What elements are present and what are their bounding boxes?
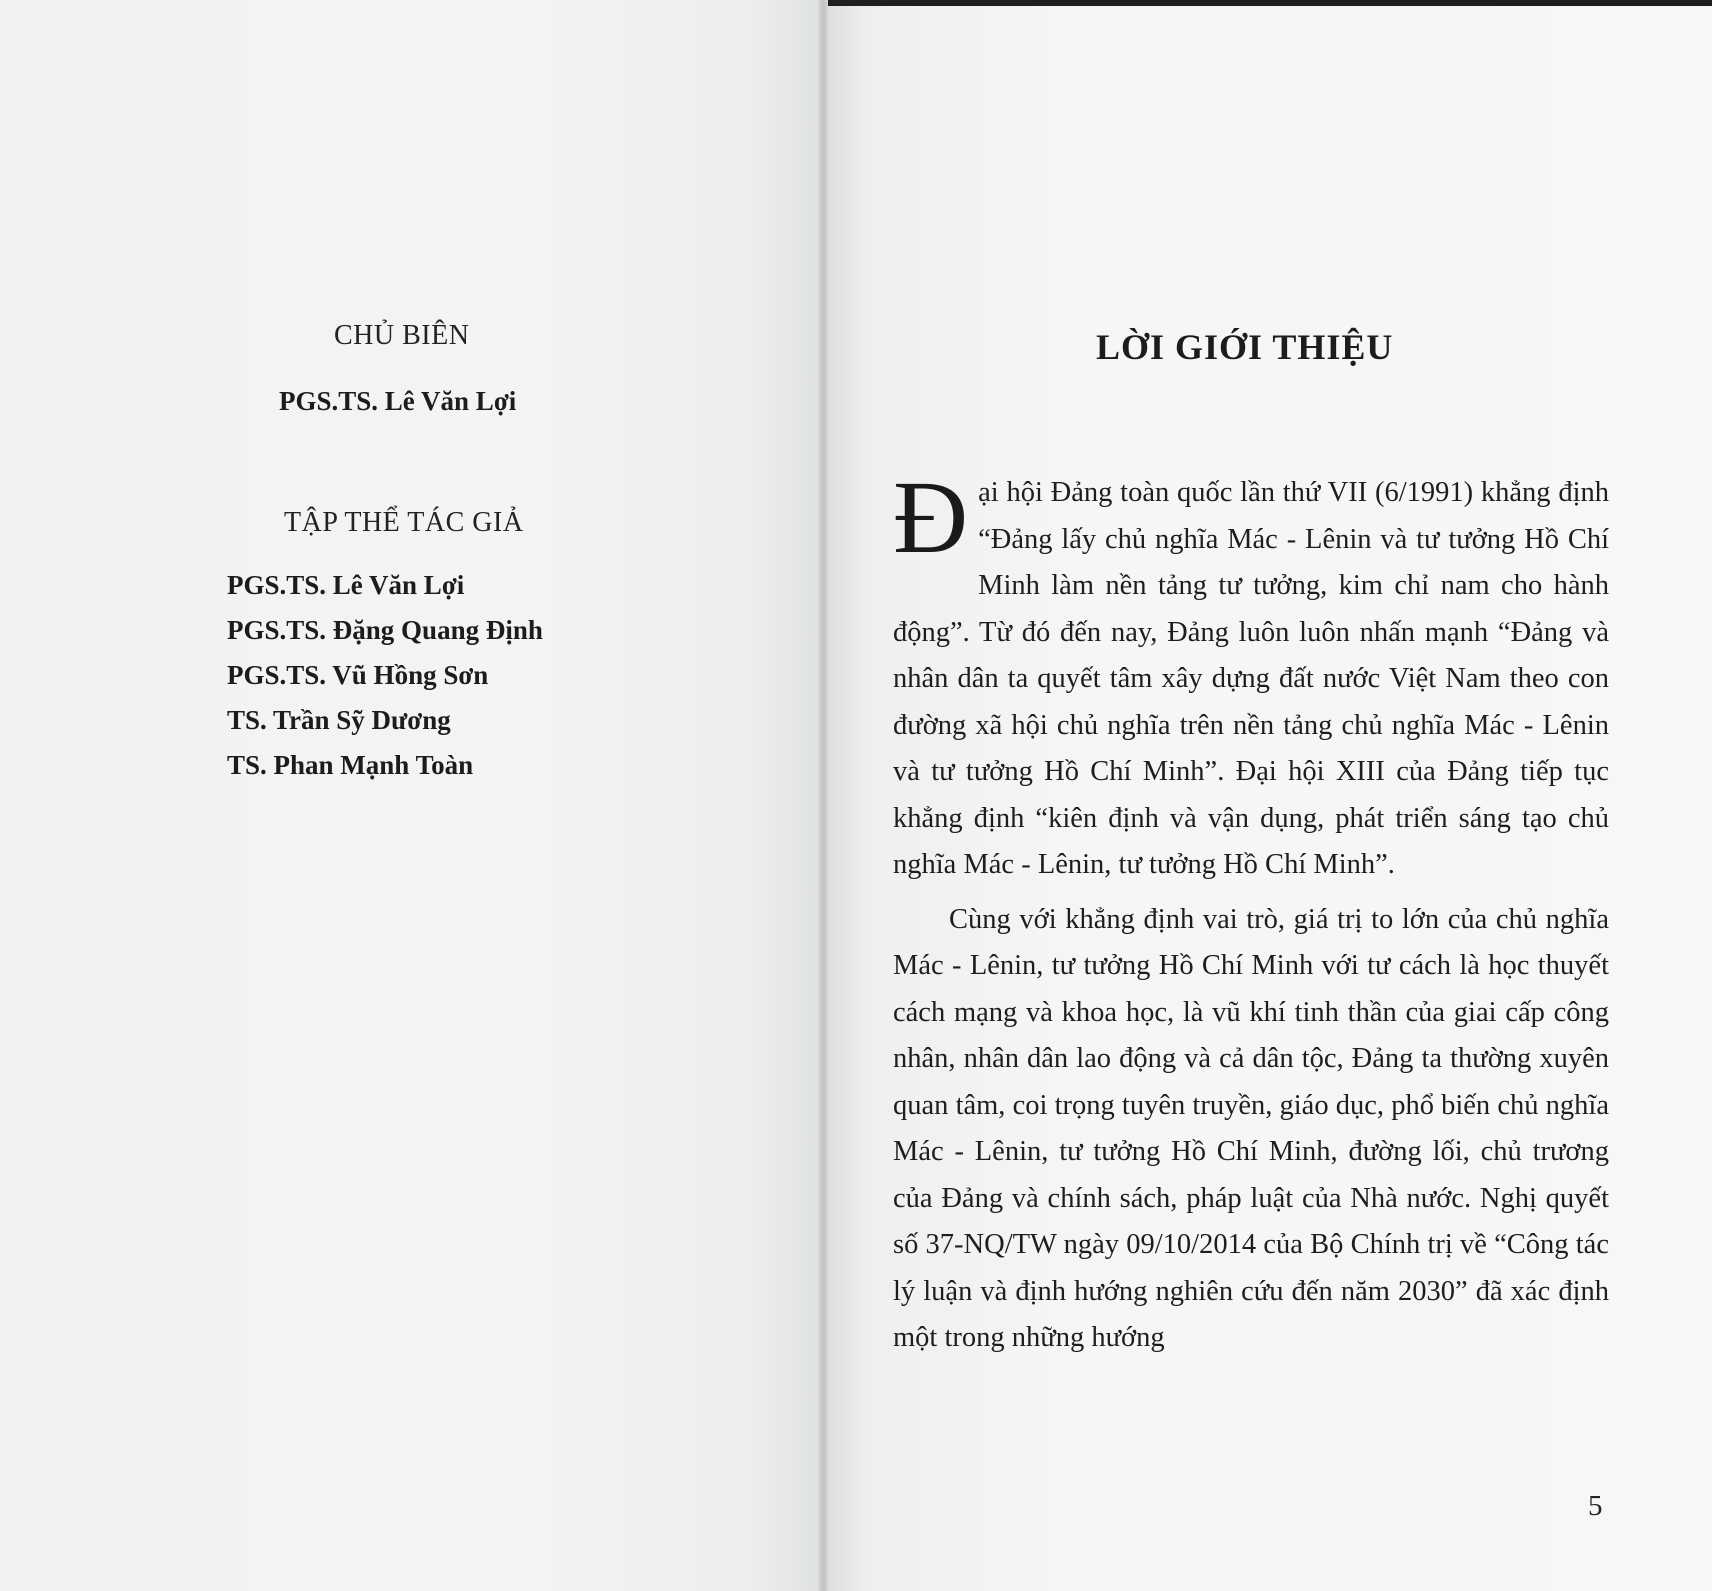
editor-name: PGS.TS. Lê Văn Lợi (279, 386, 517, 416)
authors-heading: TẬP THỂ TÁC GIẢ (284, 507, 524, 538)
author-name: PGS.TS. Đặng Quang Định (227, 615, 543, 645)
introduction-body (893, 460, 1609, 1362)
paragraph-1-text: ại hội Đảng toàn quốc lần thứ VII (6/1991) khẳng định “Đảng lấy chủ nghĩa Mác - Lênin và tư tưởng Hồ Chí Minh làm nền tảng tư tưởng, kim chỉ nam cho hành động”. Từ đó đến nay, Đảng luôn luôn nhấn mạnh “Đảng và nhân dân ta quyết tâm xây dựng đất nước Việt Nam theo con đường xã hội chủ nghĩa trên nền tảng chủ nghĩa Mác - Lênin và tư tưởng Hồ Chí Minh”. Đại hội XIII của Đảng tiếp tục khẳng định “kiên định và vận dụng, phát triển sáng tạo chủ nghĩa Mác - Lênin, tư tưởng Hồ Chí Minh”. (893, 477, 1609, 880)
page-title: LỜI GIỚI THIỆU (1096, 327, 1394, 367)
credits-section (0, 0, 822, 1591)
editor-heading: CHỦ BIÊN (334, 320, 470, 351)
author-name: TS. Phan Mạnh Toàn (227, 750, 474, 780)
drop-cap: Đ (893, 460, 969, 575)
paragraph-2: Cùng với khẳng định vai trò, giá trị to lớn của chủ nghĩa Mác - Lênin, tư tưởng Hồ Chí Minh với tư cách là học thuyết cách mạng và khoa học, là vũ khí tinh thần của giai cấp công nhân, nhân dân lao động và cả dân tộc, Đảng ta thường xuyên quan tâm, coi trọng tuyên truyền, giáo dục, phổ biến chủ nghĩa Mác - Lênin, tư tưởng Hồ Chí Minh, đường lối, chủ trương của Đảng và chính sách, pháp luật của Nhà nước. Nghị quyết số 37-NQ/TW ngày 09/10/2014 của Bộ Chính trị về “Công tác lý luận và định hướng nghiên cứu đến năm 2030” đã xác định một trong những hướng (893, 903, 1609, 1353)
author-name: PGS.TS. Vũ Hồng Sơn (227, 660, 489, 690)
author-name: TS. Trần Sỹ Dương (227, 705, 451, 735)
author-name: PGS.TS. Lê Văn Lợi (227, 570, 465, 600)
page-top-edge (828, 0, 1712, 6)
page-number: 5 (1588, 1490, 1603, 1522)
paragraph-1 (893, 460, 1609, 889)
left-page (0, 0, 822, 1591)
book-gutter (818, 0, 828, 1591)
